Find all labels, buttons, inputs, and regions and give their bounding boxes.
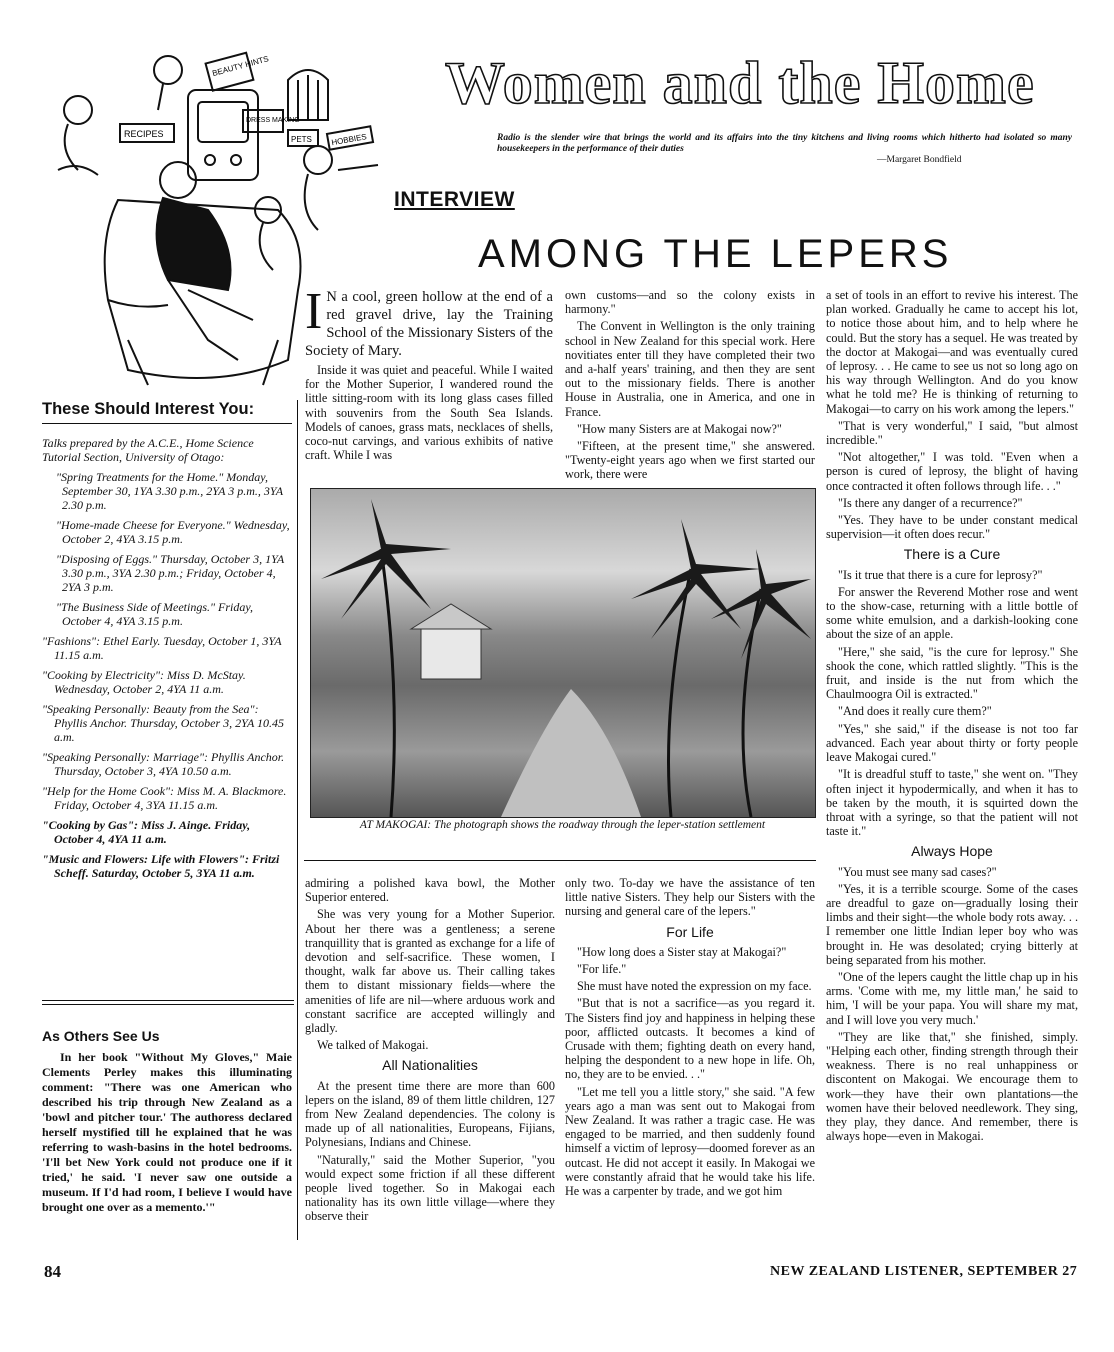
section-title: Women and the Home (445, 50, 1035, 116)
talk-item: "Cooking by Electricity": Miss D. McStay. Wednesday, October 2, 4YA 11 a.m. (42, 668, 246, 696)
article-col2-bottom (565, 876, 815, 1201)
paragraph: "Yes. They have to be under constant medical supervision—it often does recur." (826, 513, 1078, 542)
label-hobbies: HOBBIES (330, 132, 368, 148)
paragraph: "Yes," she said," if the disease is not too far advanced. Each year about thirty or forty people leave Makogai cured." (826, 721, 1078, 765)
sidebar-intro: Talks prepared by the A.C.E., Home Science Tutorial Section, University of Otago: (42, 436, 254, 464)
column-divider (297, 400, 298, 1240)
talk-item: "Help for the Home Cook": Miss M. A. Blackmore. Friday, October 4, 3YA 11.15 a.m. (42, 784, 287, 812)
paragraph: "Is there any danger of a recurrence?" (838, 495, 1023, 510)
article-col1-top (305, 283, 553, 465)
drop-cap: I (305, 283, 323, 340)
article-col1-bottom (305, 876, 555, 1227)
others-heading: As Others See Us (42, 1028, 160, 1044)
lead-paragraph: N a cool, green hollow at the end of a red gravel drive, lay the Training School of the Missionary Sisters of the Society of Mary. (305, 289, 553, 359)
sidebar-talks (42, 436, 292, 880)
talk-item: "Fashions": Ethel Early. Tuesday, October 1, 3YA 11.15 a.m. (42, 634, 282, 662)
paragraph: "And does it really cure them?" (838, 704, 992, 719)
paragraph: "Fifteen, at the present time," she answered. "Twenty-eight years ago when we first started our work, there were (565, 439, 815, 482)
paragraph: For answer the Reverend Mother rose and went to the show-case, returning with a little bottle of some white emulsion, and a darkish-looking cone about the size of an apple. (826, 584, 1078, 642)
paragraph: "How long does a Sister stay at Makogai?" (577, 944, 787, 959)
label-beauty-hints: BEAUTY HINTS (211, 54, 270, 79)
paragraph: "It is dreadful stuff to taste," she went on. "They often inject it hypodermically, and when it has to be taken by the mouth, it is squirted down the throat with a syringe, so that the patient will not taste it." (826, 767, 1078, 839)
article-col3 (826, 288, 1078, 1146)
talk-item: "Music and Flowers: Life with Flowers": Fritzi Scheff. Saturday, October 5, 3YA 11 a.m. (42, 852, 280, 880)
subhead-for-life: For Life (666, 923, 714, 940)
paragraph: "How many Sisters are at Makogai now?" (577, 421, 782, 436)
subhead-always-hope: Always Hope (911, 843, 993, 860)
header-quote (497, 133, 1072, 166)
paragraph: "Let me tell you a little story," she said. "A few years ago a man was sent out to Makogai from New Zealand. It was rather a tragic case. He was engaged to be married, and then suddenly found himself a victim of leprosy—doomed forever as an outcast. He did not accept it easily. In Makogai we were constantly afraid that he would take his life. He was a carpenter by trade, and we got him (565, 1084, 815, 1199)
quote-attribution: —Margaret Bondfield (877, 155, 962, 165)
paragraph: admiring a polished kava bowl, the Mother Superior entered. (305, 876, 555, 905)
paragraph: She must have noted the expression on my face. (577, 979, 812, 994)
paragraph: "Is it true that there is a cure for leprosy?" (838, 567, 1043, 582)
paragraph: "For life." (577, 962, 627, 977)
talk-item: "Speaking Personally: Beauty from the Sea": Phyllis Anchor. Thursday, October 3, 2YA 10.45 a.m. (42, 702, 285, 744)
paragraph: "One of the lepers caught the little chap up in his arms. 'Come with me, my little man,' he said to him, 'I will be your papa. You will share my mat, and I will love you very much.' (826, 969, 1078, 1027)
paragraph: "Yes, it is a terrible scourge. Some of the cases are dreadful to gaze on—gradually losing their limbs and their sight—the whole body rots away. . . I remember one little Indian leper boy who was brought in. He was desolated; crying bitterly at being separated from his mother. (826, 881, 1078, 967)
paragraph: own customs—and so the colony exists in harmony." (565, 288, 815, 317)
paragraph: a set of tools in an effort to revive his interest. The plan worked. Gradually he came to accept his lot, to notice those about him, and to help where he could. But the story has a sequel. He was treated by the doctor at Makogai—and was eventually cured of leprosy. . . He came to see us not so long ago on his way through Wellington. And do you know what he told me? He is thinking of returning to Makogai—to carry on his work among the lepers." (826, 288, 1078, 416)
paragraph: "Not altogether," I was told. "Even when a person is cured of leprosy, the blight of having once contracted it often follows through life. . ." (826, 450, 1078, 493)
subhead-there-is-a-cure: There is a Cure (903, 546, 1001, 563)
talk-item: "The Business Side of Meetings." Friday, October 4, 4YA 3.15 p.m. (56, 600, 254, 628)
as-others-see-us (42, 1028, 292, 1215)
paragraph: "They are like that," she finished, simply. "Helping each other, finding strength through their weakness. There is no real unhappiness or discontent on Makogai. We encourage them to work—they have their own plantations—the women have their beloved needlework. They sing, they play, they dance. And remember, there is always hope—even in Makogai. (826, 1029, 1078, 1144)
paragraph: Inside it was quiet and peaceful. While I waited for the Mother Superior, I wandered round the little sitting-room with its long glass cases filled with souvenirs from the South Sea Islands. Models of canoes, grass mats, necklaces of shells, coco-nut carvings, and various exhibits of native craft. While I was (305, 363, 553, 463)
paragraph: "Naturally," said the Mother Superior, "you would expect some friction if all these different people lived together. So in Makogai each nationality has its own little village—where they observe their (305, 1152, 555, 1224)
quote-text: Radio is the slender wire that brings the world and its affairs into the tiny kitchens and living rooms which hitherto had isolated so many housekeepers in the performance of their duties (497, 133, 1072, 154)
sidebar-divider-double-2 (42, 1004, 294, 1005)
publication-footer: NEW ZEALAND LISTENER, SEPTEMBER 27 (770, 1264, 1078, 1279)
paragraph: "You must see many sad cases?" (838, 864, 997, 879)
talk-item: "Disposing of Eggs." Thursday, October 3, 1YA 3.30 p.m., 3YA 2.30 p.m.; Friday, October 4, 2YA 3 p.m. (56, 552, 285, 594)
paragraph: only two. To-day we have the assistance of ten little native Sisters. They help our Sisters with the nursing and general care of the lepers." (565, 876, 815, 919)
paragraph: She was very young for a Mother Superior. About her there was a gentleness; a serene tranquillity that is granted as exchange for a life of devotion and self-sacrifice. These women, I thought, walk far above us. Their calling takes them to distant missionary fields—where the amenities of life are nil—where arduous work and constant sacrifice are accepted willingly and gladly. (305, 907, 555, 1036)
label-dress-making: DRESS MAKING (246, 117, 300, 124)
sidebar-divider-double (42, 1000, 294, 1001)
paragraph: "But that is not a sacrifice—as you regard it. The Sisters find joy and happiness in helping these poor, afflicted outcasts. It becomes a kind of Crusade with them; fighting death on every hand, helping the despondent to a new hope in life. Oh, no, they are to be envied. . ." (565, 996, 815, 1082)
paragraph: "Here," she said, "is the cure for leprosy." She shook the cone, which rattled slightly. "This is the fruit, and inside is the nut from which the Chaulmoogra Oil is extracted." (826, 644, 1078, 702)
talk-item: "Home-made Cheese for Everyone." Wednesday, October 2, 4YA 3.15 p.m. (56, 518, 290, 546)
talk-item: "Speaking Personally: Marriage": Phyllis Anchor. Thursday, October 3, 4YA 10.50 a.m. (42, 750, 285, 778)
paragraph: At the present time there are more than 600 lepers on the island, 89 of them little children, 127 from New Zealand dependencies. The colony is made up of all nationalities, Europeans, Fijians, Polynesians, Indians and Chinese. (305, 1078, 555, 1150)
others-text: In her book "Without My Gloves," Maie Clements Perley makes this illuminating comment: "There was one American who described his trip through New Zealand as a 'bowl and pitcher tour.' The authoress declared herself mystified till he explained that he was referring to wash-basins in the hotel bedrooms. 'I'll bet New York could not produce one if it tried,' he said. 'I never saw one outside a museum. If I'd had room, I believe I would have brought one over as a memento.'" (42, 1050, 292, 1214)
label-pets: PETS (291, 135, 312, 144)
subhead-all-nationalities: All Nationalities (382, 1057, 478, 1074)
photo-caption: AT MAKOGAI: The photograph shows the roadway through the leper-station settlement (359, 819, 766, 831)
article-col2-top (565, 288, 815, 485)
talk-item: "Spring Treatments for the Home." Monday, September 30, 1YA 3.30 p.m., 2YA 3 p.m., 3YA 2.30 p.m. (56, 470, 283, 512)
kicker: INTERVIEW (394, 188, 515, 211)
caption-divider (304, 860, 816, 861)
paragraph: "That is very wonderful," I said, "but almost incredible." (826, 418, 1078, 448)
paragraph: The Convent in Wellington is the only training school in New Zealand for this special work. Here novitiates enter till they have completed their two and a-half years' training, and then they are sent out to the missionary fields. There is another House in Australia, one in America, and one in France. (565, 319, 815, 419)
headline: AMONG THE LEPERS (478, 232, 953, 276)
talk-item: "Cooking by Gas": Miss J. Ainge. Friday, October 4, 4YA 11 a.m. (42, 818, 251, 846)
paragraph: We talked of Makogai. (317, 1038, 429, 1053)
page-number: 84 (44, 1262, 61, 1281)
label-recipes: RECIPES (124, 129, 164, 139)
makogai-photo (310, 488, 816, 818)
sidebar-heading: These Should Interest You: (42, 400, 292, 424)
sidebar (42, 400, 292, 886)
